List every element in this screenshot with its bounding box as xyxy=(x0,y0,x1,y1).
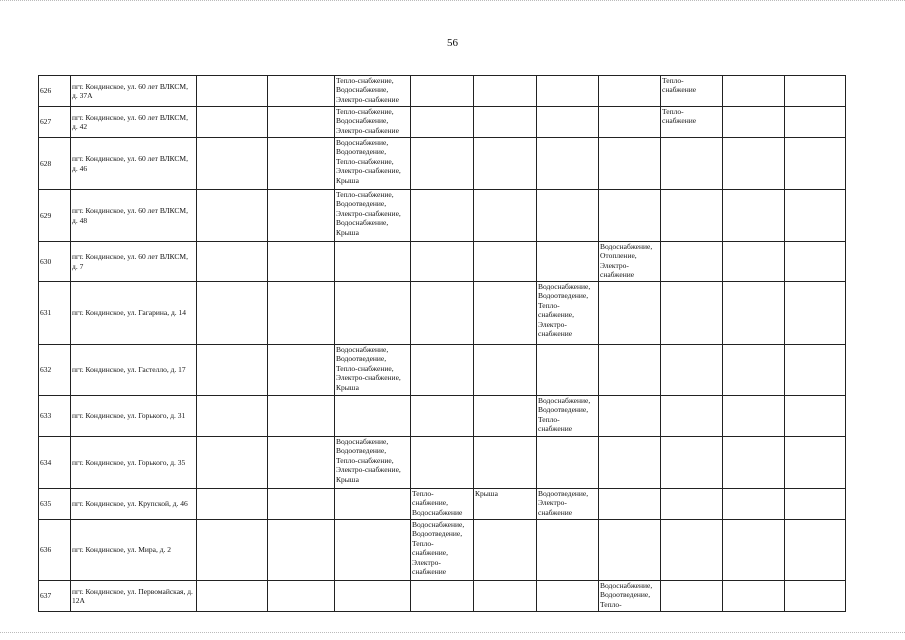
work-item: Электро-снабжение, xyxy=(336,208,401,218)
work-item: Водоснабжение, xyxy=(336,437,389,446)
row-number: 630 xyxy=(39,242,71,282)
work-item: снабжение xyxy=(600,270,635,280)
work-item: Тепло- xyxy=(412,489,434,498)
work-cell xyxy=(411,396,474,437)
work-cell xyxy=(599,489,661,520)
work-item: Электро-снабжение, xyxy=(336,166,401,176)
table-row xyxy=(39,437,846,489)
work-cell xyxy=(723,581,785,612)
work-cell xyxy=(268,520,335,581)
work-cell xyxy=(474,282,537,345)
work-item: Крыша xyxy=(336,175,359,185)
work-item: Электро-снабжение xyxy=(336,94,399,104)
work-cell xyxy=(411,489,474,520)
work-cell xyxy=(537,76,599,107)
work-item: снабжение xyxy=(538,424,573,434)
work-item: Водоотведение, xyxy=(600,590,651,600)
work-item: Тепло- xyxy=(412,538,434,548)
work-cell xyxy=(197,520,268,581)
work-cell xyxy=(474,437,537,489)
work-cell xyxy=(723,242,785,282)
work-item: Водоснабжение, xyxy=(412,520,465,529)
work-cell xyxy=(268,437,335,489)
address-cell: пгт. Кондинское, ул. 60 лет ВЛКСМ, д. 48 xyxy=(71,190,197,242)
row-number: 629 xyxy=(39,190,71,242)
work-item: Тепло- xyxy=(662,107,684,116)
work-item: Тепло-снабжение, xyxy=(336,156,394,166)
work-item: Тепло- xyxy=(600,599,622,609)
work-cell xyxy=(599,345,661,396)
work-item: Крыша xyxy=(336,382,359,392)
row-number: 632 xyxy=(39,345,71,396)
page-number: 56 xyxy=(447,37,458,49)
work-cell xyxy=(537,242,599,282)
work-cell xyxy=(335,190,411,242)
work-cell xyxy=(335,76,411,107)
work-cell xyxy=(268,489,335,520)
work-item: снабжение xyxy=(538,329,573,339)
work-cell xyxy=(335,489,411,520)
work-cell xyxy=(537,345,599,396)
work-cell xyxy=(723,520,785,581)
work-cell xyxy=(197,396,268,437)
table-row xyxy=(39,520,846,581)
work-cell xyxy=(335,282,411,345)
work-cell xyxy=(785,489,846,520)
work-cell xyxy=(474,345,537,396)
work-cell xyxy=(785,282,846,345)
work-cell xyxy=(661,345,723,396)
address-cell: пгт. Кондинское, ул. Гагарина, д. 14 xyxy=(71,282,197,345)
work-cell xyxy=(537,437,599,489)
work-cell xyxy=(411,581,474,612)
work-cell xyxy=(268,282,335,345)
work-item: Водоотведение, xyxy=(336,199,387,209)
work-cell xyxy=(599,138,661,190)
work-cell xyxy=(474,76,537,107)
work-item: Водоснабжение, xyxy=(538,282,591,291)
row-number: 637 xyxy=(39,581,71,612)
table-row xyxy=(39,345,846,396)
work-cell xyxy=(537,138,599,190)
work-cell xyxy=(723,107,785,138)
work-cell xyxy=(474,396,537,437)
work-cell xyxy=(474,107,537,138)
work-cell xyxy=(661,396,723,437)
page-bottom-edge xyxy=(0,632,905,636)
row-number: 628 xyxy=(39,138,71,190)
work-cell xyxy=(785,242,846,282)
work-cell xyxy=(268,107,335,138)
work-cell xyxy=(661,489,723,520)
work-cell xyxy=(197,345,268,396)
work-item: Водоснабжение, xyxy=(538,396,591,405)
work-cell xyxy=(599,282,661,345)
works-table xyxy=(38,75,846,612)
work-cell xyxy=(599,396,661,437)
work-cell xyxy=(474,242,537,282)
work-cell xyxy=(268,242,335,282)
work-item: Тепло-снабжение, xyxy=(336,363,394,373)
work-item: Тепло- xyxy=(538,414,560,424)
work-cell xyxy=(661,520,723,581)
work-cell xyxy=(197,242,268,282)
work-cell xyxy=(661,242,723,282)
work-item: Тепло-снабжение, xyxy=(336,76,394,85)
work-item: Водоотведение, xyxy=(538,489,589,498)
work-cell xyxy=(197,282,268,345)
address-cell: пгт. Кондинское, ул. Горького, д. 31 xyxy=(71,396,197,437)
work-item: Водоотведение, xyxy=(538,291,589,301)
work-cell xyxy=(785,138,846,190)
work-cell xyxy=(474,489,537,520)
work-cell xyxy=(723,345,785,396)
row-number: 626 xyxy=(39,76,71,107)
table-row xyxy=(39,282,846,345)
work-cell xyxy=(335,520,411,581)
work-cell xyxy=(197,489,268,520)
work-item: Электро-снабжение, xyxy=(336,465,401,475)
table-row xyxy=(39,138,846,190)
work-item: Водоотведение, xyxy=(412,529,463,539)
work-cell xyxy=(661,107,723,138)
work-cell xyxy=(599,520,661,581)
work-cell xyxy=(268,396,335,437)
work-item: снабжение, xyxy=(412,548,448,558)
row-number: 635 xyxy=(39,489,71,520)
work-cell xyxy=(335,345,411,396)
work-cell xyxy=(723,190,785,242)
work-cell xyxy=(268,581,335,612)
work-cell xyxy=(335,242,411,282)
work-item: Электро- xyxy=(412,557,441,567)
work-cell xyxy=(197,581,268,612)
work-cell xyxy=(335,107,411,138)
work-cell xyxy=(599,242,661,282)
work-item: Тепло- xyxy=(538,300,560,310)
table-row xyxy=(39,190,846,242)
work-item: Тепло-снабжение, xyxy=(336,107,394,116)
work-cell xyxy=(785,520,846,581)
work-item: Водоснабжение, xyxy=(600,242,653,251)
work-item: Водоотведение, xyxy=(538,405,589,415)
work-item: снабжение xyxy=(538,507,573,517)
work-item: Электро- xyxy=(538,498,567,508)
work-cell xyxy=(661,138,723,190)
work-item: Электро- xyxy=(538,319,567,329)
work-item: снабжение xyxy=(662,116,697,126)
work-cell xyxy=(723,282,785,345)
work-item: Водоснабжение, xyxy=(336,85,389,95)
work-cell xyxy=(411,282,474,345)
row-number: 634 xyxy=(39,437,71,489)
work-cell xyxy=(723,489,785,520)
work-cell xyxy=(411,107,474,138)
work-cell xyxy=(537,282,599,345)
work-item: снабжение xyxy=(412,567,447,577)
work-cell xyxy=(335,138,411,190)
work-item: Крыша xyxy=(336,227,359,237)
work-cell xyxy=(474,138,537,190)
row-number: 633 xyxy=(39,396,71,437)
table-row xyxy=(39,107,846,138)
work-item: Тепло-снабжение, xyxy=(336,455,394,465)
work-cell xyxy=(335,437,411,489)
work-cell xyxy=(268,190,335,242)
work-cell xyxy=(785,76,846,107)
work-item: Тепло- xyxy=(662,76,684,85)
work-cell xyxy=(411,520,474,581)
work-item: Водоснабжение, xyxy=(336,116,389,126)
work-cell xyxy=(411,345,474,396)
work-cell xyxy=(537,396,599,437)
work-cell xyxy=(537,520,599,581)
work-cell xyxy=(335,396,411,437)
work-item: Крыша xyxy=(475,489,498,498)
work-cell xyxy=(661,190,723,242)
work-item: Водоснабжение, xyxy=(336,218,389,228)
address-cell: пгт. Кондинское, ул. 60 лет ВЛКСМ, д. 46 xyxy=(71,138,197,190)
work-cell xyxy=(785,345,846,396)
work-item: Электро-снабжение, xyxy=(336,373,401,383)
work-cell xyxy=(411,437,474,489)
work-cell xyxy=(785,190,846,242)
address-cell: пгт. Кондинское, ул. Мира, д. 2 xyxy=(71,520,197,581)
work-item: Крыша xyxy=(336,474,359,484)
work-item: Тепло-снабжение, xyxy=(336,190,394,199)
work-cell xyxy=(785,437,846,489)
address-cell: пгт. Кондинское, ул. 60 лет ВЛКСМ, д. 7 xyxy=(71,242,197,282)
table-row xyxy=(39,76,846,107)
work-cell xyxy=(723,76,785,107)
work-cell xyxy=(599,107,661,138)
work-cell xyxy=(723,396,785,437)
work-cell xyxy=(661,76,723,107)
table-row xyxy=(39,581,846,612)
work-cell xyxy=(411,242,474,282)
work-cell xyxy=(537,581,599,612)
address-cell: пгт. Кондинское, ул. Гастелло, д. 17 xyxy=(71,345,197,396)
work-cell xyxy=(197,437,268,489)
work-cell xyxy=(537,190,599,242)
work-item: Водоснабжение, xyxy=(336,345,389,354)
work-cell xyxy=(197,138,268,190)
work-cell xyxy=(661,581,723,612)
work-cell xyxy=(268,76,335,107)
work-cell xyxy=(411,190,474,242)
work-item: Водоснабжение xyxy=(412,507,463,517)
work-cell xyxy=(599,76,661,107)
row-number: 627 xyxy=(39,107,71,138)
work-cell xyxy=(785,107,846,138)
work-item: Электро- xyxy=(600,260,629,270)
work-cell xyxy=(411,138,474,190)
address-cell: пгт. Кондинское, ул. Горького, д. 35 xyxy=(71,437,197,489)
work-item: Водоснабжение, xyxy=(336,138,389,147)
work-cell xyxy=(197,107,268,138)
work-item: снабжение, xyxy=(412,498,448,508)
work-cell xyxy=(537,107,599,138)
work-item: Водоотведение, xyxy=(336,147,387,157)
work-cell xyxy=(474,190,537,242)
table-row xyxy=(39,396,846,437)
work-cell xyxy=(599,437,661,489)
work-item: Водоснабжение, xyxy=(600,581,653,590)
work-cell xyxy=(785,581,846,612)
work-cell xyxy=(537,489,599,520)
page-top-edge xyxy=(0,0,905,4)
work-item: снабжение xyxy=(662,85,697,95)
address-cell: пгт. Кондинское, ул. Первомайская, д. 12А xyxy=(71,581,197,612)
row-number: 636 xyxy=(39,520,71,581)
address-cell: пгт. Кондинское, ул. 60 лет ВЛКСМ, д. 37А xyxy=(71,76,197,107)
work-cell xyxy=(661,437,723,489)
work-cell xyxy=(785,396,846,437)
work-cell xyxy=(268,345,335,396)
work-cell xyxy=(197,76,268,107)
table-row xyxy=(39,489,846,520)
work-item: Отопление, xyxy=(600,251,637,261)
work-cell xyxy=(335,581,411,612)
work-cell xyxy=(661,282,723,345)
table-row xyxy=(39,242,846,282)
work-cell xyxy=(599,190,661,242)
row-number: 631 xyxy=(39,282,71,345)
work-cell xyxy=(723,138,785,190)
work-cell xyxy=(723,437,785,489)
work-cell xyxy=(268,138,335,190)
work-item: Водоотведение, xyxy=(336,354,387,364)
address-cell: пгт. Кондинское, ул. Крупской, д. 46 xyxy=(71,489,197,520)
address-cell: пгт. Кондинское, ул. 60 лет ВЛКСМ, д. 42 xyxy=(71,107,197,138)
work-item: Электро-снабжение xyxy=(336,125,399,135)
work-cell xyxy=(474,520,537,581)
work-cell xyxy=(599,581,661,612)
work-item: Водоотведение, xyxy=(336,446,387,456)
work-cell xyxy=(197,190,268,242)
work-cell xyxy=(474,581,537,612)
work-cell xyxy=(411,76,474,107)
work-item: снабжение, xyxy=(538,310,574,320)
